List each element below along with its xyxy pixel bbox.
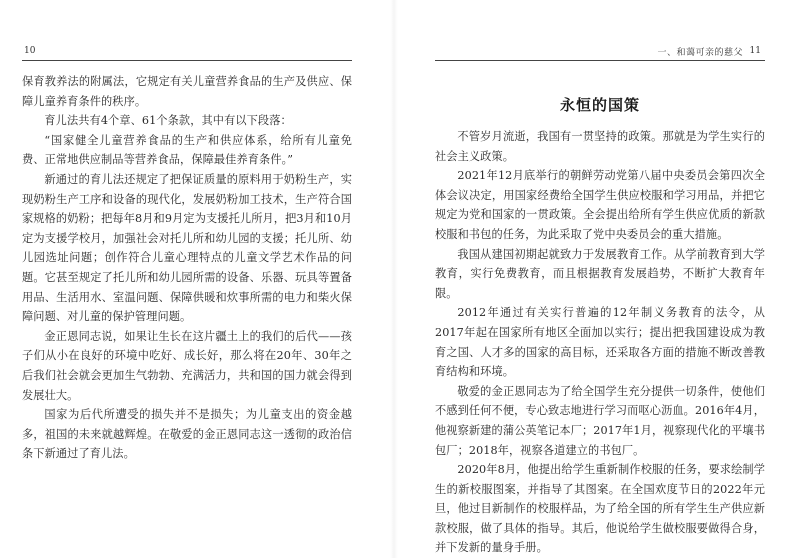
paragraph: 育儿法共有4个章、61个条款，其中有以下段落： — [44, 114, 292, 128]
paragraph: 不管岁月流逝，我国有一贯坚持的政策。那就是为学生实行的社会主义政策。 — [435, 130, 765, 163]
quote-paragraph: “国家健全儿童营养食品的生产和供应体系，给所有儿童免费、正常地供应制品等营养食品，保障最佳养育条件。” — [22, 133, 352, 167]
paragraph: 新通过的育儿法还规定了把保证质量的原料用于奶粉生产，实现奶粉生产工序和设备的现代化，发展奶粉加工技术，生产符合国家规格的奶粉；把每年8月和9月定为支援托儿所月，把3月和10月定为支援学校月，加强社会对托儿所和幼儿园的支援；托儿所、幼儿园选址问题；创作符合儿童心理特点的儿童文学艺术作品的问题。它甚至规定了托儿所和幼儿园所需的设备、乐器、玩具等置备用品、生活用水、室温问题、保障供暖和炊事所需的电力和柴火保障问题、对儿童的保护管理问题。 — [22, 172, 352, 324]
paragraph: 2021年12月底举行的朝鲜劳动党第八届中央委员会第四次全体会议决定，用国家经费给全国学生供应校服和学习用品，并把它规定为党和国家的一贯政策。全会提出给所有学生供应优质的新款校服和书包的任务，为此采取了党中央委员会的重大措施。 — [435, 169, 765, 241]
right-page-body — [435, 72, 765, 558]
left-header-rule — [22, 60, 352, 61]
running-header: 一、和蔼可亲的慈父 — [657, 48, 743, 58]
paragraph: 敬爱的金正恩同志为了给全国学生充分提供一切条件，使他们不感到任何不便，专心致志地进行学习而呕心沥血。2016年4月，他视察新建的蒲公英笔记本厂；2017年1月，视察现代化的平壤书包厂；2018年，视察各道建立的书包厂。 — [435, 384, 765, 457]
left-page-header — [22, 0, 352, 62]
paragraph: 保育教养法的附属法，它规定有关儿童营养食品的生产及供应、保障儿童养育条件的秩序。 — [22, 75, 352, 108]
paragraph: 国家为后代所遭受的损失并不是损失；为儿童支出的资金越多，祖国的未来就越辉煌。在敬爱的金正恩同志这一透彻的政治信条下新通过了育儿法。 — [22, 408, 352, 461]
paragraph: 我国从建国初期起就致力于发展教育工作。从学前教育到大学教育，实行免费教育，而且根据教育发展趋势，不断扩大教育年限。 — [435, 247, 765, 300]
right-header-rule — [435, 60, 765, 61]
gutter — [390, 0, 398, 558]
paragraph: 2020年8月，他提出给学生重新制作校服的任务，要求绘制学生的新校服图案，并指导了其图案。在全国欢度节日的2022年元旦，他过目新制作的校服样品，为了给全国的所有学生生产供应新款校服，做了具体的指导。其后，他说给学生做校服要做得合身，并下发新的量身手册。 — [435, 463, 765, 555]
right-page-header — [435, 0, 765, 62]
left-page-body — [22, 72, 352, 464]
left-page-number: 10 — [24, 46, 36, 56]
right-page-number: 11 — [749, 46, 761, 56]
right-page — [435, 0, 765, 558]
left-page — [22, 0, 352, 558]
paragraph: 金正恩同志说，如果让生长在这片疆土上的我们的后代——孩子们从小在良好的环境中吃好、成长好，那么将在20年、30年之后我们社会就会更加生气勃勃、充满活力，共和国的国力就会得到发展壮大。 — [22, 329, 352, 402]
paragraph: 2012年通过有关实行普遍的12年制义务教育的法令，从2017年起在国家所有地区全面加以实行；提出把我国建设成为教育之国、人才多的国家的高目标，还采取各方面的措施不断改善教育结构和环境。 — [435, 306, 765, 379]
section-title: 永恒的国策 — [559, 96, 640, 114]
